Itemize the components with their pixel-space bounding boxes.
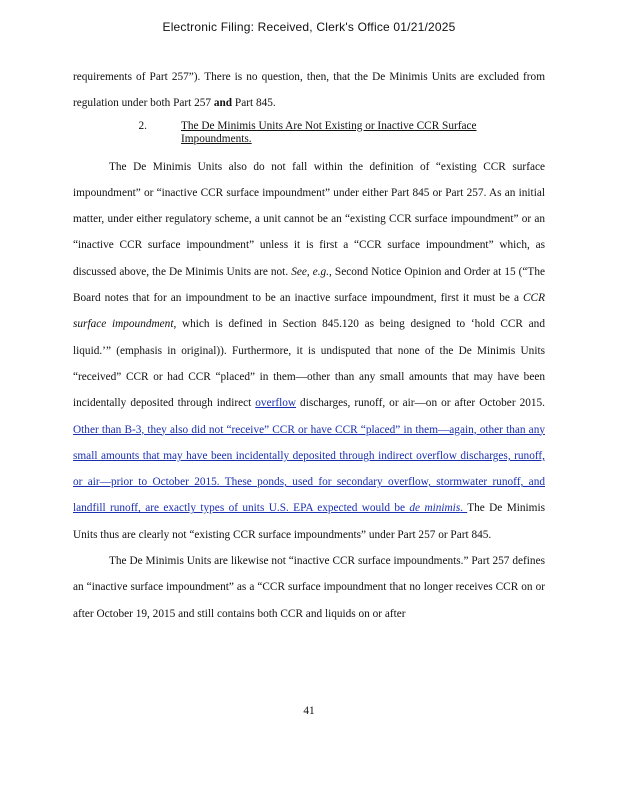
text-run: requirements of Part 257”). There is no question, then, that the De Minimis Units are excluded from regulation under both Part 257 (73, 71, 545, 110)
filing-stamp: Electronic Filing: Received, Clerk's Office 01/21/2025 (162, 20, 456, 34)
paragraph-inactive-units (73, 548, 545, 627)
paragraph-existing-units (73, 154, 545, 548)
heading-title: The De Minimis Units Are Not Existing or Inactive CCR Surface Impoundments. (181, 119, 477, 145)
text-run: The De Minimis Units also do not fall within the definition of “existing CCR surface impoundment” or “inactive CCR surface impoundment” under either Part 845 or Part 257. As an initial matter, under either regulatory scheme, a unit cannot be an “existing CCR surface impoundment” or an “inactive CCR surface impoundment” unless it is first a “CCR surface impoundment” which, as discussed above, the De Minimis Units are not. (73, 160, 545, 278)
citation-signal: See, e.g. (291, 265, 330, 278)
text-run: discharges, runoff, or air—on or after October 2015. (296, 397, 545, 410)
text-run: The De Minimis Units thus are clearly not “existing CCR surface impoundments” under Part 257 or Part 845. (73, 502, 545, 541)
text-run: , which is defined in Section 845.120 as being designed to ‘hold CCR and liquid.’” (emphasis in original)). Furthermore, it is undisputed that none of the De Minimis Units “received” CCR or had CCR “placed” in them—other than any small amounts that may have been incidentally deposited through indirect (73, 318, 545, 410)
body-text (73, 64, 545, 627)
inserted-text: Other than B-3, they also did not “receive” CCR or have CCR “placed” in them—again, other than any small amounts that may have been incidentally deposited through indirect overflow discharges, runoff, or air—prior to October 2015. These ponds, used for secondary overflow, stormwater runoff, and landfill runoff, are exactly types of units U.S. EPA expected would be (73, 423, 545, 515)
bold-run: and (213, 97, 233, 110)
text-run: , Second Notice Opinion and Order at 15 (“The Board notes that for an impoundment to be an inactive surface impoundment, first it must be a (73, 265, 545, 305)
text-run: Part 845. (232, 97, 276, 110)
inserted-italic: de minimis (409, 502, 461, 515)
inserted-word: overflow (255, 397, 297, 410)
section-heading (73, 120, 545, 146)
text-run: The De Minimis Units are likewise not “inactive CCR surface impoundments.” Part 257 defines an “inactive surface impoundment” as a “CCR surface impoundment that no longer receives CCR on or after October 19, 2015 and still contains both CCR and liquids on or after (73, 555, 545, 620)
emphasis-run: CCR surface impoundment (73, 292, 545, 331)
heading-number: 2. (138, 119, 147, 132)
inserted-text: . (460, 502, 468, 515)
paragraph-continuation (73, 64, 545, 117)
page-number: 41 (303, 705, 315, 717)
